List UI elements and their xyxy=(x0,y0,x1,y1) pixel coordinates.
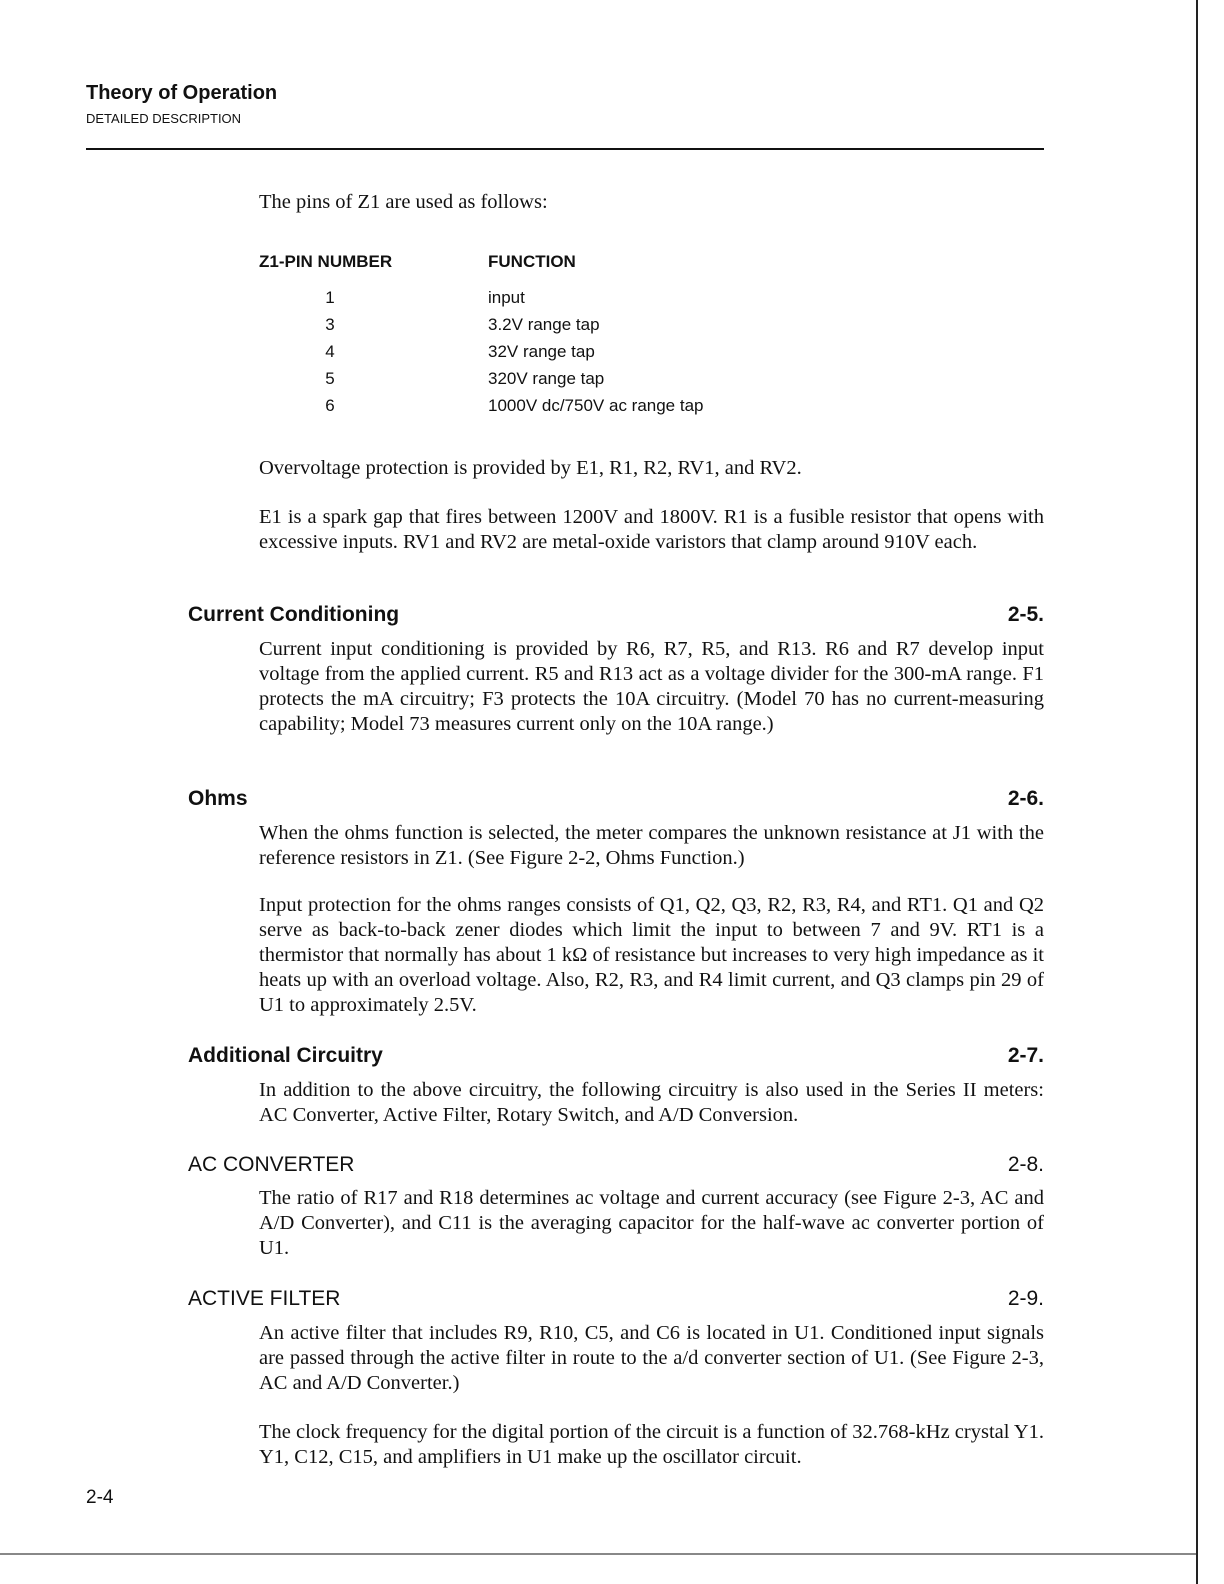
section-number-2-7: 2-7. xyxy=(1007,1044,1044,1067)
page-header-title: Theory of Operation xyxy=(86,82,278,104)
table-row xyxy=(259,288,859,315)
overvoltage-paragraph-1: Overvoltage protection is provided by E1, R1, R2, RV1, and RV2. xyxy=(259,457,802,479)
function-header: FUNCTION xyxy=(488,252,576,271)
pin-number: 1 xyxy=(325,288,335,307)
page-edge-line xyxy=(1196,0,1198,1584)
section-title-current-conditioning: Current Conditioning xyxy=(188,603,400,626)
table-row xyxy=(259,342,859,369)
pin-number-header: Z1-PIN NUMBER xyxy=(259,252,393,271)
active-filter-paragraph-2: The clock frequency for the digital portion of the circuit is a function of 32.768-kHz crystal Y1. Y1, C12, C15, and amplifiers in U1 make up the oscillator circuit. xyxy=(259,1421,1044,1468)
pin-function: 3.2V range tap xyxy=(488,315,600,334)
subsection-title-ac-converter: AC CONVERTER xyxy=(188,1153,355,1176)
subsection-title-active-filter: ACTIVE FILTER xyxy=(188,1287,341,1310)
subsection-number-2-9: 2-9. xyxy=(1007,1287,1044,1310)
table-row xyxy=(259,315,859,342)
page-number: 2-4 xyxy=(86,1487,114,1508)
table-row xyxy=(259,369,859,396)
ohms-paragraph-2: Input protection for the ohms ranges consists of Q1, Q2, Q3, R2, R3, R4, and RT1. Q1 and Q2 serve as back-to-back zener diodes which limit the input to between 7 and 9V. RT1 is a thermistor that normally has about 1 kΩ of resistance but increases to very high impedance as it heats up with an overload voltage. Also, R2, R3, and R4 limit current, and Q3 clamps pin 29 of U1 to approximately 2.5V. xyxy=(259,894,1044,1016)
current-conditioning-paragraph: Current input conditioning is provided by R6, R7, R5, and R13. R6 and R7 develop input voltage from the applied current. R5 and R13 act as a voltage divider for the 300-mA range. F1 protects the mA circuitry; F3 protects the 10A circuitry. (Model 70 has no current-measuring capability; Model 73 measures current only on the 10A range.) xyxy=(259,638,1044,735)
section-title-ohms: Ohms xyxy=(188,787,248,810)
pin-function: 320V range tap xyxy=(488,369,605,388)
pin-number: 6 xyxy=(325,396,335,415)
pin-function: 32V range tap xyxy=(488,342,595,361)
header-divider xyxy=(86,148,1044,150)
section-title-additional-circuitry: Additional Circuitry xyxy=(188,1044,383,1067)
subsection-number-2-8: 2-8. xyxy=(1007,1153,1044,1176)
bottom-scan-line xyxy=(0,1553,1196,1555)
pin-number: 3 xyxy=(325,315,335,334)
pin-function: input xyxy=(488,288,525,307)
pin-function: 1000V dc/750V ac range tap xyxy=(488,396,704,415)
pin-table xyxy=(259,252,859,415)
active-filter-paragraph-1: An active filter that includes R9, R10, C5, and C6 is located in U1. Conditioned input signals are passed through the active filter in route to the a/d converter section of U1. (See Figure 2-3, AC and A/D Converter.) xyxy=(259,1322,1044,1394)
ac-converter-paragraph: The ratio of R17 and R18 determines ac voltage and current accuracy (see Figure 2-3, AC and A/D Converter), and C11 is the averaging capacitor for the half-wave ac converter portion of U1. xyxy=(259,1187,1044,1259)
pin-table-rows xyxy=(259,288,859,423)
intro-paragraph: The pins of Z1 are used as follows: xyxy=(259,191,548,213)
pin-number: 5 xyxy=(325,369,335,388)
section-number-2-6: 2-6. xyxy=(1007,787,1044,810)
additional-circuitry-paragraph: In addition to the above circuitry, the following circuitry is also used in the Series II meters: AC Converter, Active Filter, Rotary Switch, and A/D Conversion. xyxy=(259,1079,1044,1126)
pin-table-header xyxy=(259,252,859,278)
section-number-2-5: 2-5. xyxy=(1007,603,1044,626)
overvoltage-paragraph-2: E1 is a spark gap that fires between 1200V and 1800V. R1 is a fusible resistor that opens with excessive inputs. RV1 and RV2 are metal-oxide varistors that clamp around 910V each. xyxy=(259,506,1044,553)
ohms-paragraph-1: When the ohms function is selected, the meter compares the unknown resistance at J1 with the reference resistors in Z1. (See Figure 2-2, Ohms Function.) xyxy=(259,822,1044,869)
page-header-subtitle: DETAILED DESCRIPTION xyxy=(86,111,242,126)
pin-number: 4 xyxy=(325,342,335,361)
table-row xyxy=(259,396,859,423)
